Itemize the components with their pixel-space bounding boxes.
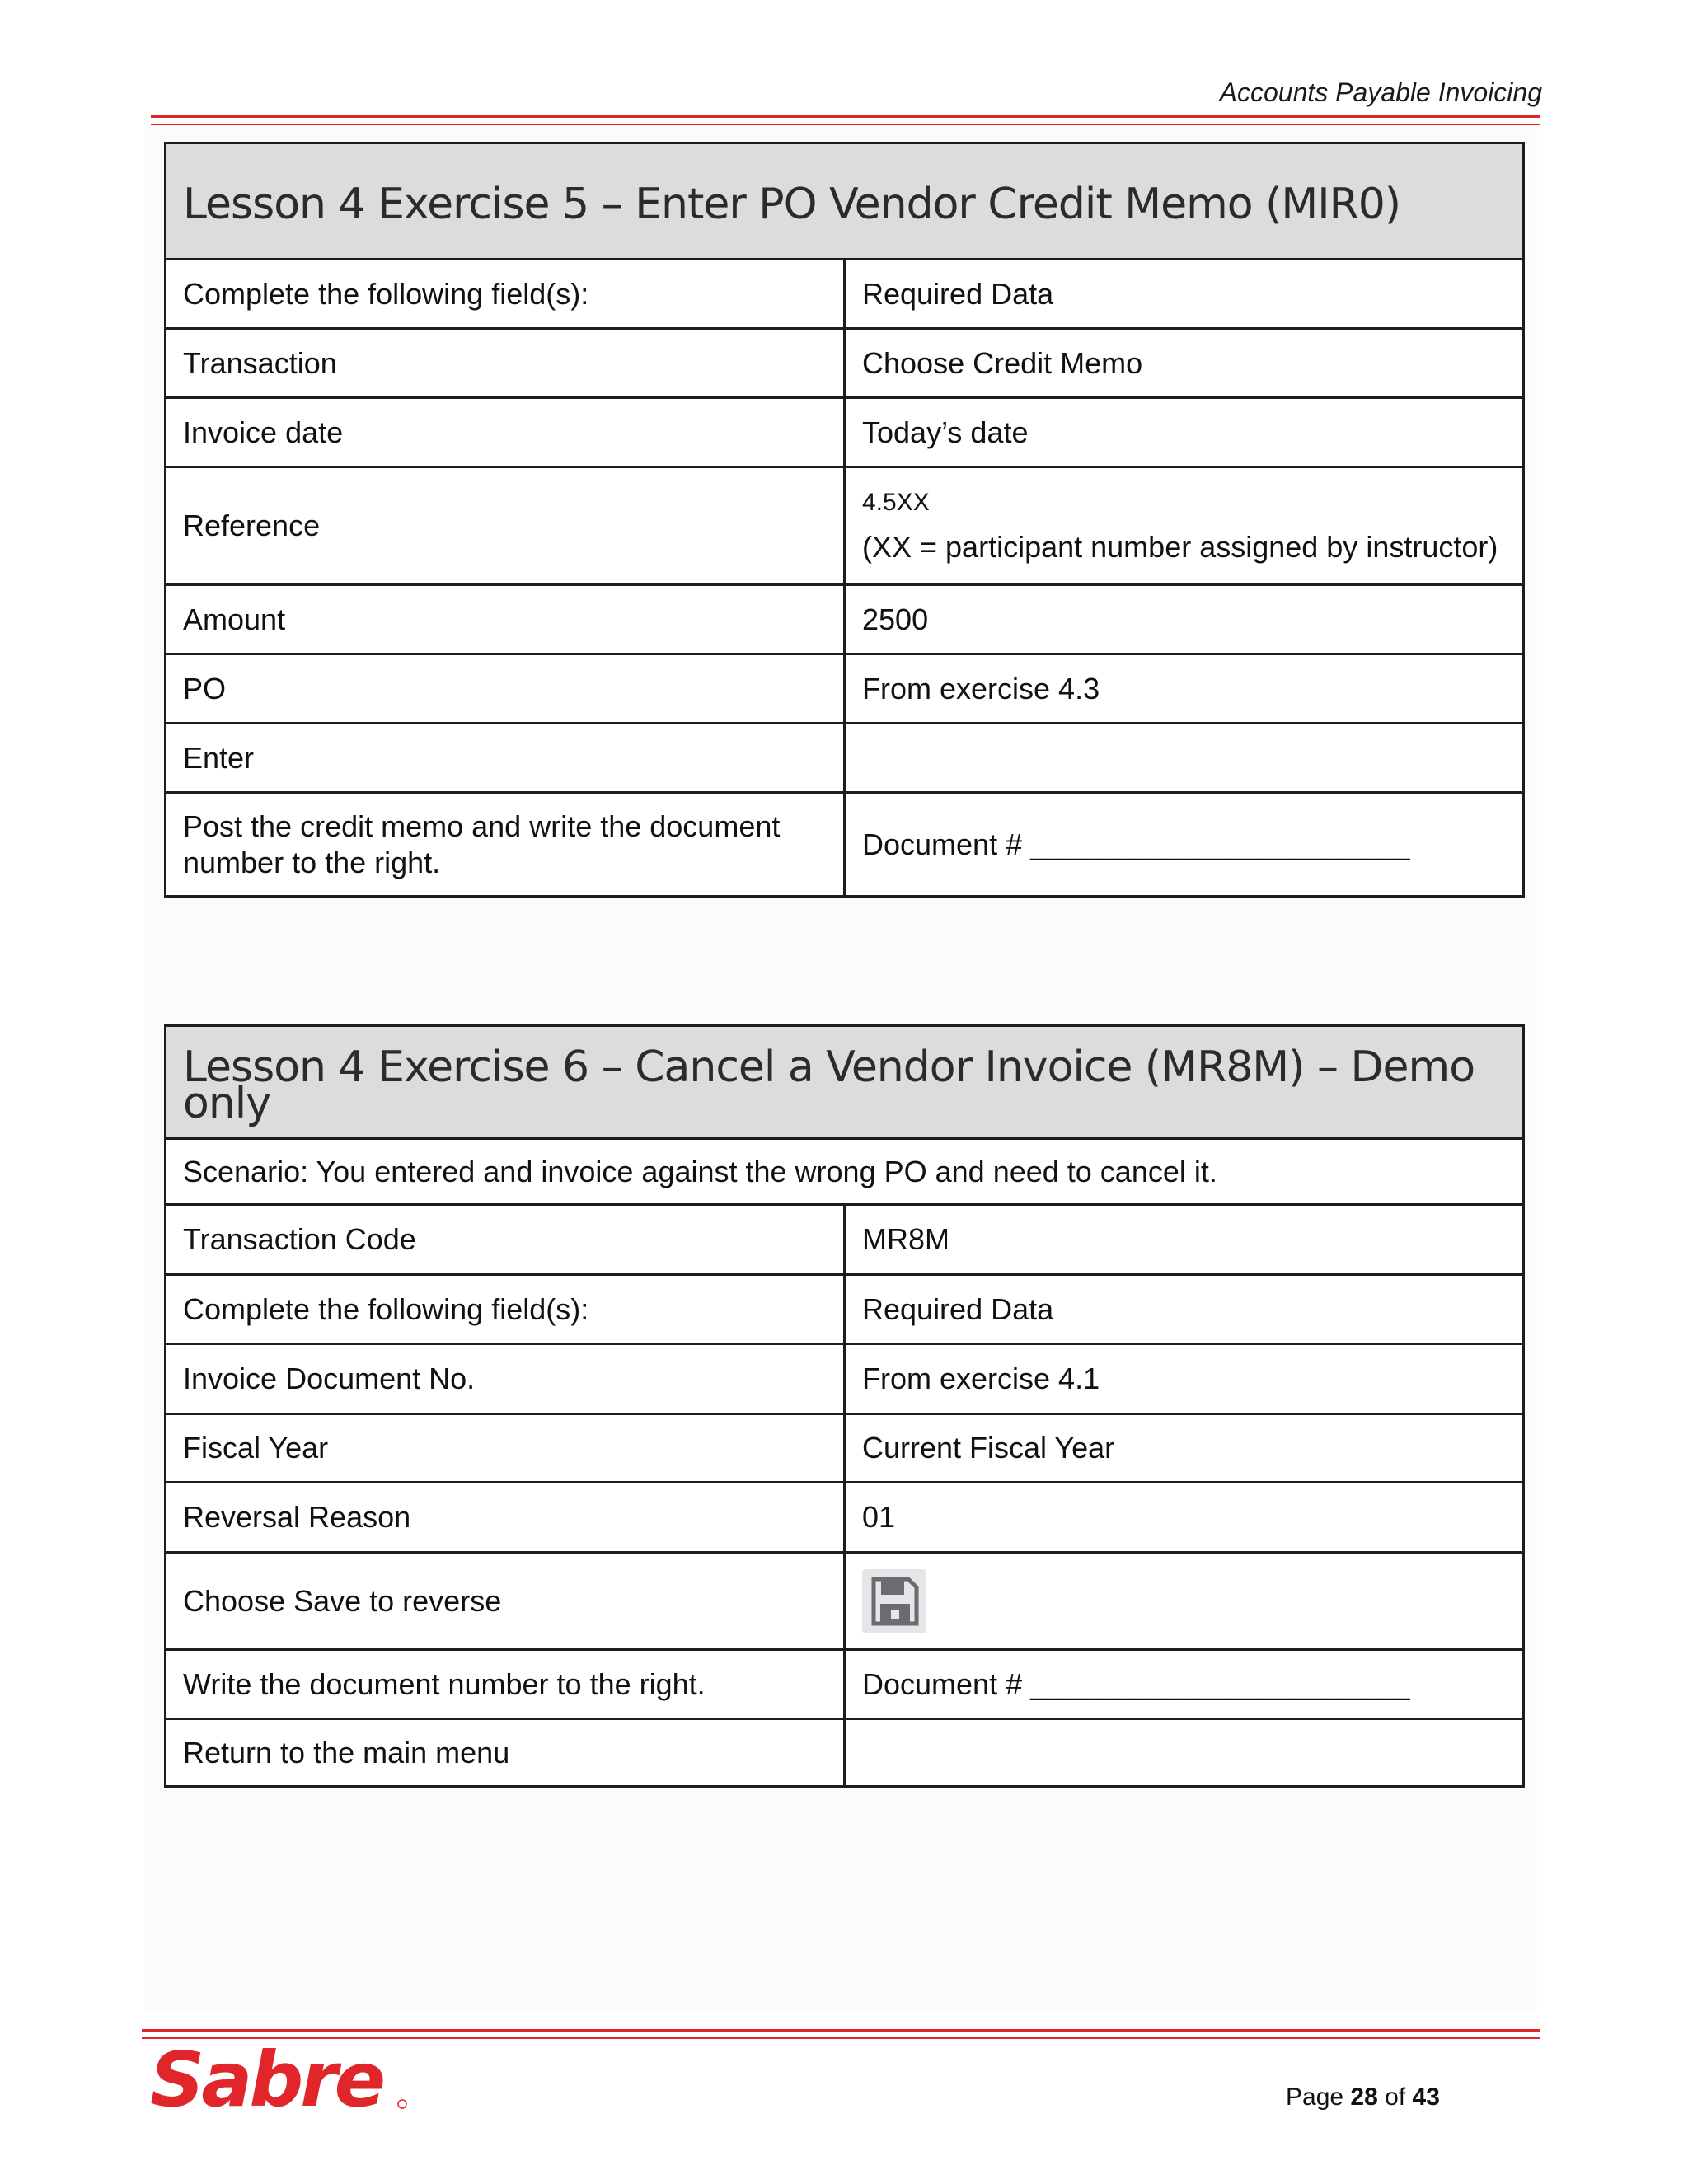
field-label: Write the document number to the right.: [166, 1650, 845, 1719]
field-value: 01: [845, 1483, 1524, 1553]
field-value: From exercise 4.3: [845, 654, 1524, 724]
field-label: Post the credit memo and write the document number to the right.: [166, 793, 845, 897]
exercise-5-title: Lesson 4 Exercise 5 – Enter PO Vendor Credit Memo (MIR0): [166, 143, 1524, 260]
table-row: [166, 1344, 1524, 1414]
field-value: Today’s date: [845, 398, 1524, 467]
scenario-text: Scenario: You entered and invoice against the wrong PO and need to cancel it.: [166, 1139, 1524, 1205]
field-label: Fiscal Year: [166, 1414, 845, 1483]
footer-rule-bottom: [142, 2037, 1540, 2039]
table-row: [166, 1650, 1524, 1719]
table-row: [166, 1483, 1524, 1553]
save-icon-cell: [845, 1553, 1524, 1650]
field-label: Transaction: [166, 329, 845, 398]
field-label: Reference: [166, 467, 845, 585]
field-label: Complete the following field(s):: [166, 1275, 845, 1344]
table-row: [166, 793, 1524, 897]
field-label: Amount: [166, 585, 845, 654]
exercise-5-table: [164, 142, 1525, 898]
field-value: 2500: [845, 585, 1524, 654]
table-row: [166, 1275, 1524, 1344]
field-value: Required Data: [845, 260, 1524, 329]
document-number-field: Document # _______________________: [845, 793, 1524, 897]
page-of: of: [1385, 2083, 1406, 2111]
header-rule-top: [151, 115, 1540, 118]
field-label: Transaction Code: [166, 1205, 845, 1275]
sabre-logo: [148, 2040, 420, 2130]
field-label: Reversal Reason: [166, 1483, 845, 1553]
reference-format: 4.5XX: [862, 489, 930, 516]
table-row: [166, 467, 1524, 585]
table-row: [166, 1414, 1524, 1483]
field-value: [845, 1719, 1524, 1787]
field-value: Current Fiscal Year: [845, 1414, 1524, 1483]
header-rule-bottom: [151, 124, 1540, 125]
field-value: MR8M: [845, 1205, 1524, 1275]
page-number: [1286, 2083, 1440, 2111]
table-row: [166, 260, 1524, 329]
table-row: [166, 654, 1524, 724]
field-value: From exercise 4.1: [845, 1344, 1524, 1414]
field-value: Choose Credit Memo: [845, 329, 1524, 398]
table-row: [166, 1205, 1524, 1275]
save-icon: [862, 1569, 926, 1633]
field-value: [845, 724, 1524, 793]
exercise-6-table: [164, 1024, 1525, 1788]
page-total: 43: [1412, 2083, 1440, 2111]
field-label: Choose Save to reverse: [166, 1553, 845, 1650]
table-row: [166, 585, 1524, 654]
document-number-field: Document # _______________________: [845, 1650, 1524, 1719]
field-value: Required Data: [845, 1275, 1524, 1344]
table-row: [166, 1719, 1524, 1787]
table-row: [166, 398, 1524, 467]
page-current: 28: [1350, 2083, 1378, 2111]
field-label: Return to the main menu: [166, 1719, 845, 1787]
field-label: Invoice date: [166, 398, 845, 467]
page-prefix: Page: [1286, 2083, 1344, 2111]
reference-note: (XX = participant number assigned by instructor): [862, 530, 1498, 564]
field-label: Invoice Document No.: [166, 1344, 845, 1414]
field-label: Complete the following field(s):: [166, 260, 845, 329]
table-row: [166, 329, 1524, 398]
svg-text:Sabre: Sabre: [150, 2040, 382, 2124]
field-label: Enter: [166, 724, 845, 793]
header-title: Accounts Payable Invoicing: [1219, 77, 1542, 107]
reference-value: [845, 467, 1524, 585]
field-label: PO: [166, 654, 845, 724]
table-row: [166, 724, 1524, 793]
footer-rule-top: [142, 2029, 1540, 2032]
exercise-6-title: Lesson 4 Exercise 6 – Cancel a Vendor Invoice (MR8M) – Demo only: [166, 1026, 1524, 1139]
table-row: [166, 1553, 1524, 1650]
